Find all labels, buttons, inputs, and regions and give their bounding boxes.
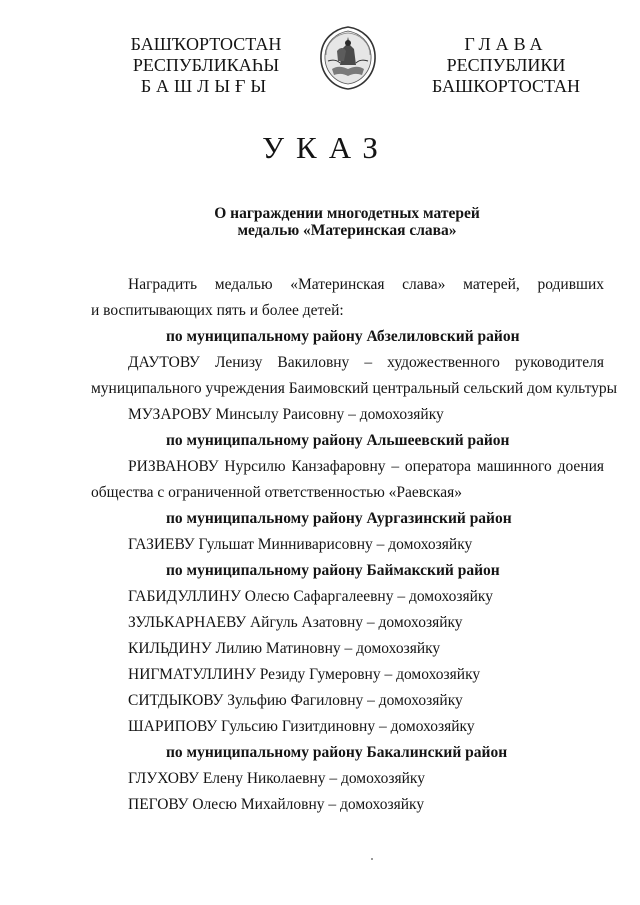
award-recipient: СИТДЫКОВУ Зульфию Фагиловну – домохозяйку (128, 692, 463, 709)
intro-paragraph (91, 272, 604, 324)
bashkortostan-emblem-icon (318, 25, 378, 91)
award-recipient: ЗУЛЬКАРНАЕВУ Айгуль Азатовну – домохозяйку (128, 614, 463, 631)
header-left-line-2: РЕСПУБЛИКАҺЫ (132, 55, 280, 75)
district-heading: по муниципальному району Аургазинский район (166, 510, 512, 527)
award-recipient: ДАУТОВУ Ленизу Вакиловну – художественного руководителя (128, 354, 604, 371)
decree-subject-line-1: О награждении многодетных матерей (214, 205, 480, 222)
district-heading: по муниципальному району Баймакский район (166, 562, 500, 579)
award-list (91, 324, 618, 818)
award-recipient-continuation: муниципального учреждения Баимовский центральный сельский дом культуры (91, 380, 618, 397)
document-title: УКАЗ (262, 130, 390, 165)
header-right-line-3: БАШКОРТОСТАН (431, 76, 581, 96)
award-recipient: ГАБИДУЛЛИНУ Олесю Сафаргалеевну – домохозяйку (128, 588, 493, 605)
award-recipient: РИЗВАНОВУ Нурсилю Канзафаровну – оператора машинного доения (128, 458, 604, 475)
award-recipient-continuation: общества с ограниченной ответственностью «Раевская» (91, 484, 462, 501)
award-recipient: ГЛУХОВУ Елену Николаевну – домохозяйку (128, 770, 425, 787)
intro-line-2: и воспитывающих пять и более детей: (91, 302, 344, 319)
award-recipient: ПЕГОВУ Олесю Михайловну – домохозяйку (128, 796, 425, 813)
award-recipient: МУЗАРОВУ Минсылу Раисовну – домохозяйку (128, 406, 444, 423)
award-recipient: ШАРИПОВУ Гульсию Гизитдиновну – домохозяйку (128, 718, 475, 735)
header-right-block (396, 34, 616, 97)
district-heading: по муниципальному району Бакалинский район (166, 744, 508, 761)
intro-line-1: Наградить медалью «Материнская слава» матерей, родивших (128, 276, 604, 293)
header-right-line-2: РЕСПУБЛИКИ (446, 55, 566, 75)
header-left-block (96, 34, 316, 97)
district-heading: по муниципальному району Абзелиловский район (166, 328, 520, 345)
decree-subject-line-2: медалью «Материнская слава» (237, 222, 457, 239)
award-recipient: ГАЗИЕВУ Гульшат Минниварисовну – домохозяйку (128, 536, 473, 553)
header-right-line-1: ГЛАВА (464, 34, 548, 54)
district-heading: по муниципальному району Альшеевский район (166, 432, 510, 449)
award-recipient: КИЛЬДИНУ Лилию Матиновну – домохозяйку (128, 640, 441, 657)
award-recipient: НИГМАТУЛЛИНУ Резиду Гумеровну – домохозяйку (128, 666, 481, 683)
header-left-line-1: БАШҠОРТОСТАН (130, 34, 282, 54)
header-left-line-3: БАШЛЫҒЫ (140, 76, 272, 96)
scan-speck (371, 858, 373, 860)
decree-subject (0, 205, 640, 239)
